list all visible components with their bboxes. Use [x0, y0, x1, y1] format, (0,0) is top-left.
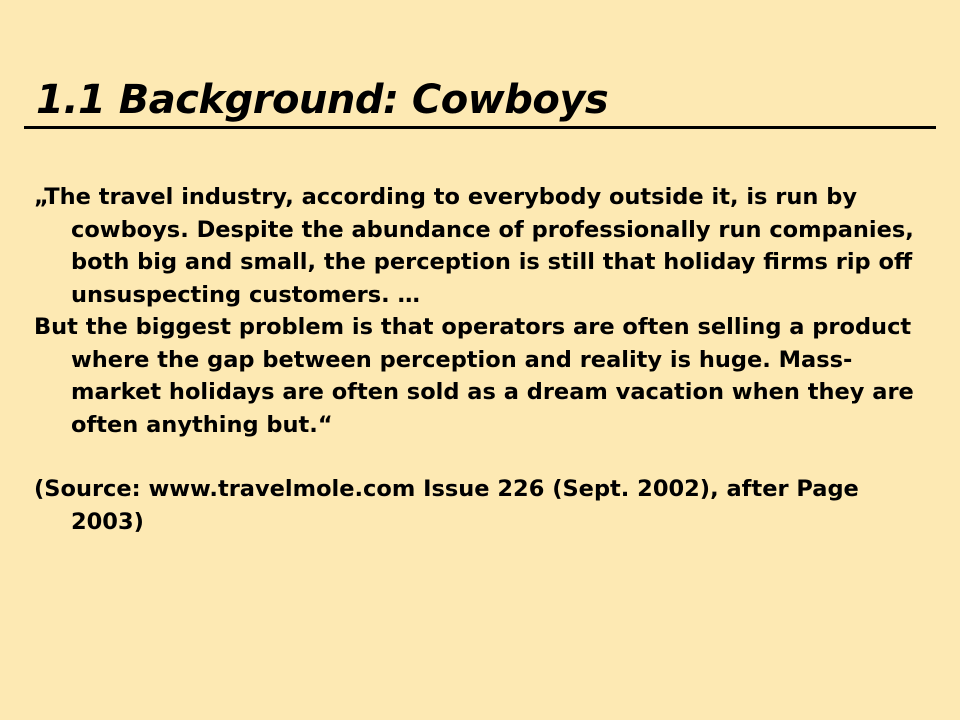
slide-title: 1.1 Background: Cowboys	[36, 77, 609, 123]
paragraph-spacer	[34, 441, 934, 473]
title-underline	[24, 126, 936, 129]
quote-paragraph-1: „The travel industry, according to everybody outside it, is run by cowboys. Despite the abundance of professionally run companies, both big and small, the perception is still that holiday firms rip off unsuspecting customers. …	[34, 184, 914, 308]
quote-paragraph-2: But the biggest problem is that operators are often selling a product where the gap between perception and reality is huge. Mass-market holidays are often sold as a dream vacation when they are often anything but.“	[34, 314, 914, 438]
source-citation: (Source: www.travelmole.com Issue 226 (Sept. 2002), after Page 2003)	[34, 476, 859, 535]
slide-body	[34, 181, 934, 538]
